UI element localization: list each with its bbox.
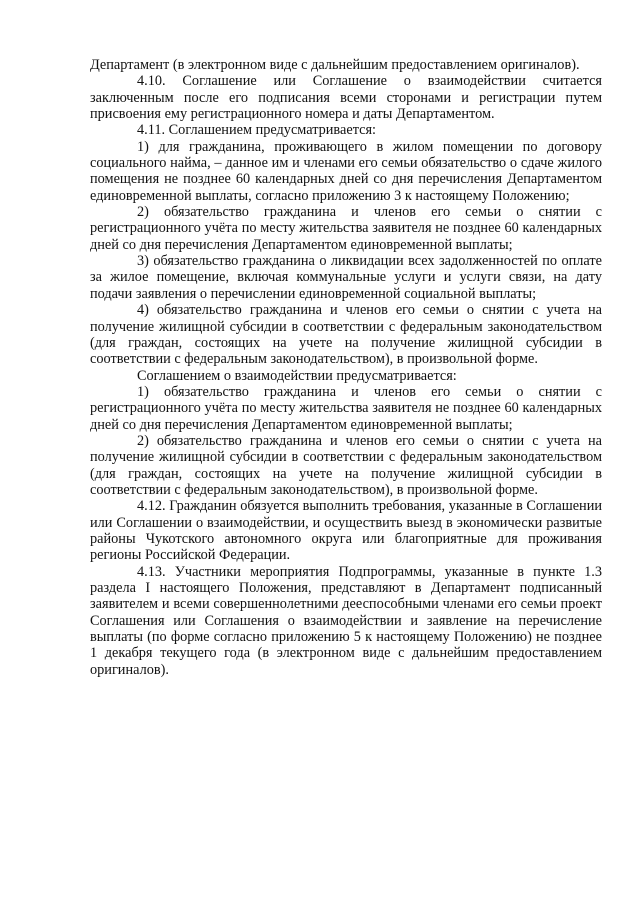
list-item-agreement-2: 2) обязательство гражданина и членов его семьи о снятии с регистрационного учёта по месту жительства заявителя не позднее 60 календарных дней со дня перечисления Департаментом единовременной выплаты; bbox=[90, 204, 602, 253]
list-item-interaction-2: 2) обязательство гражданина и членов его семьи о снятии с учета на получение жилищной субсидии в соответствии с федеральным законодательством (для граждан, состоящих на учете на получение жилищной субсидии в соответствии с федеральным законодательством), в произвольной форме. bbox=[90, 432, 602, 498]
paragraph-continuation: Департамент (в электронном виде с дальнейшим предоставлением оригиналов). bbox=[90, 57, 580, 73]
paragraph-4-11-heading: 4.11. Соглашением предусматривается: bbox=[137, 122, 377, 139]
list-item-agreement-3: 3) обязательство гражданина о ликвидации всех задолженностей по оплате за жилое помещение, включая коммунальные услуги и услуги связи, на дату подачи заявления о перечислении единовременной социальной выплаты; bbox=[90, 253, 602, 302]
list-item-interaction-1: 1) обязательство гражданина и членов его семьи о снятии с регистрационного учёта по месту жительства заявителя не позднее 60 календарных дней со дня перечисления Департаментом единовременной выплаты; bbox=[90, 383, 602, 433]
paragraph-4-13: 4.13. Участники мероприятия Подпрограммы, указанные в пункте 1.3 раздела I настоящего Положения, представляют в Департамент подписанный заявителем и всеми совершеннолетними дееспособными членами его семьи проект Соглашения или Соглашения о взаимодействии и заявление на перечисление выплаты (по форме согласно приложению 5 к настоящему Положению) не позднее 1 декабря текущего года (в электронном виде с дальнейшим предоставлением оригиналов). bbox=[90, 563, 602, 678]
list-item-agreement-1: 1) для гражданина, проживающего в жилом помещении по договору социального найма, – данное им и членами его семьи обязательство о сдаче жилого помещения не позднее 60 календарных дней со дня перечисления Департаментом единовременной выплаты, согласно приложению 3 к настоящему Положению; bbox=[90, 138, 602, 204]
interaction-agreement-heading: Соглашением о взаимодействии предусматривается: bbox=[137, 367, 457, 384]
paragraph-4-10: 4.10. Соглашение или Соглашение о взаимодействии считается заключенным после его подписания всеми сторонами и регистрации путем присвоения ему регистрационного номера и даты Департаментом. bbox=[90, 73, 602, 123]
document-page bbox=[90, 57, 602, 678]
paragraph-4-12: 4.12. Гражданин обязуется выполнить требования, указанные в Соглашении или Соглашении о взаимодействии, и осуществить выезд в экономически развитые районы Чукотского автономного округа или благоприятные для проживания регионы Российской Федерации. bbox=[90, 498, 602, 564]
list-item-agreement-4: 4) обязательство гражданина и членов его семьи о снятии с учета на получение жилищной субсидии в соответствии с федеральным законодательством (для граждан, состоящих на учете на получение жилищной субсидии в соответствии с федеральным законодательством), в произвольной форме. bbox=[90, 302, 602, 368]
